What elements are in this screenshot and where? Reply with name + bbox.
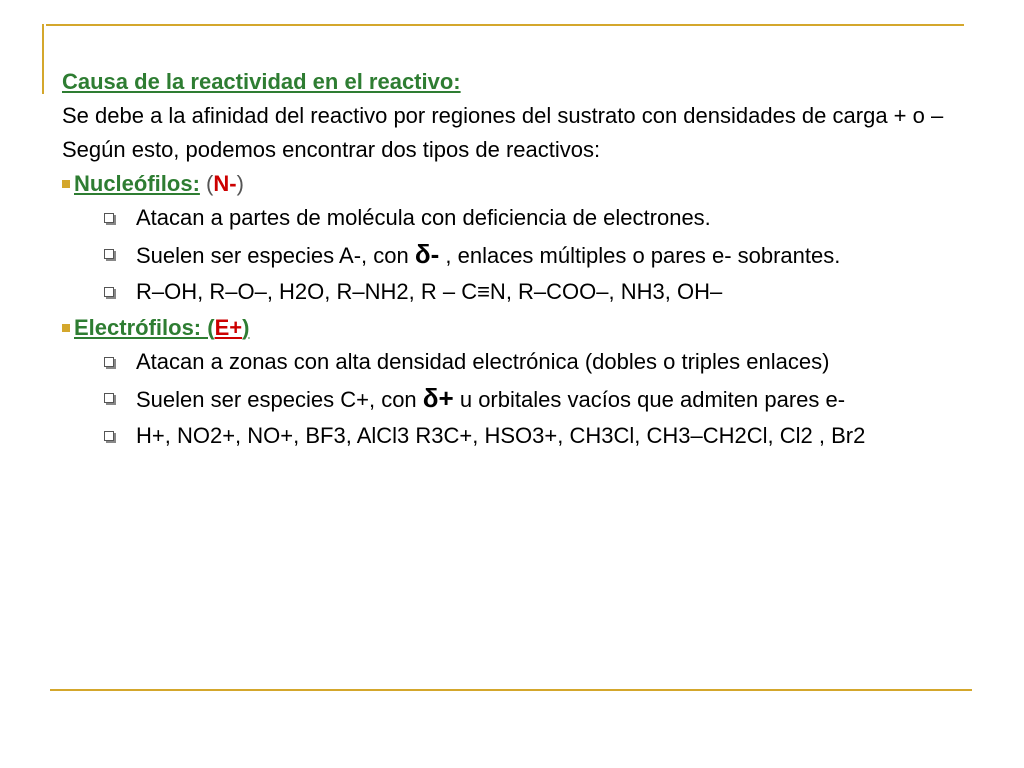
- bullet-square-icon: [62, 324, 70, 332]
- checkbox-bullet-icon: [104, 287, 114, 297]
- checkbox-bullet-icon: [104, 213, 114, 223]
- slide-heading: Causa de la reactividad en el reactivo:: [62, 69, 461, 94]
- list-item: [62, 422, 962, 450]
- delta-minus: δ-: [414, 239, 440, 269]
- electrofilos-bullet: Electrófilos: (E+): [62, 314, 962, 342]
- checkbox-bullet-icon: [104, 393, 114, 403]
- delta-plus: δ+: [422, 383, 454, 413]
- checkbox-bullet-icon: [104, 357, 114, 367]
- list-item: Atacan a zonas con alta densidad electrónica (dobles o triples enlaces): [62, 348, 962, 376]
- list-item: [62, 278, 962, 306]
- list-item: Suelen ser especies A-, con δ- , enlaces múltiples o pares e- sobrantes.: [62, 240, 962, 270]
- checkbox-bullet-icon: [104, 431, 114, 441]
- electrofilos-label: Electrófilos: (: [74, 315, 215, 340]
- top-rule: [46, 24, 964, 26]
- checkbox-bullet-icon: [104, 249, 114, 259]
- electrofilos-formula: H+, NO2+, NO+, BF3, AlCl3 R3C+, HSO3+, CH3Cl, CH3–CH2Cl, Cl2 , Br2: [136, 423, 866, 448]
- intro-text-2: Según esto, podemos encontrar dos tipos de reactivos:: [62, 137, 601, 162]
- nucleofilos-label: Nucleófilos:: [74, 171, 200, 196]
- bottom-rule: [50, 689, 972, 691]
- nucleofilos-formula: R–OH, R–O–, H2O, R–NH2, R – C≡N, R–COO–, NH3, OH–: [136, 279, 723, 304]
- list-item: Suelen ser especies C+, con δ+ u orbitales vacíos que admiten pares e-: [62, 384, 962, 414]
- nucleofilos-bullet: Nucleófilos: (N-): [62, 170, 962, 198]
- nucleofilos-symbol: N-: [213, 171, 237, 196]
- slide-content: [62, 68, 962, 458]
- electrofilos-symbol: E+: [214, 315, 243, 340]
- list-item: Atacan a partes de molécula con deficiencia de electrones.: [62, 204, 962, 232]
- left-rule: [42, 24, 44, 94]
- intro-text: Se debe a la afinidad del reactivo por regiones del sustrato con densidades de carga + o –: [62, 103, 944, 128]
- bullet-square-icon: [62, 180, 70, 188]
